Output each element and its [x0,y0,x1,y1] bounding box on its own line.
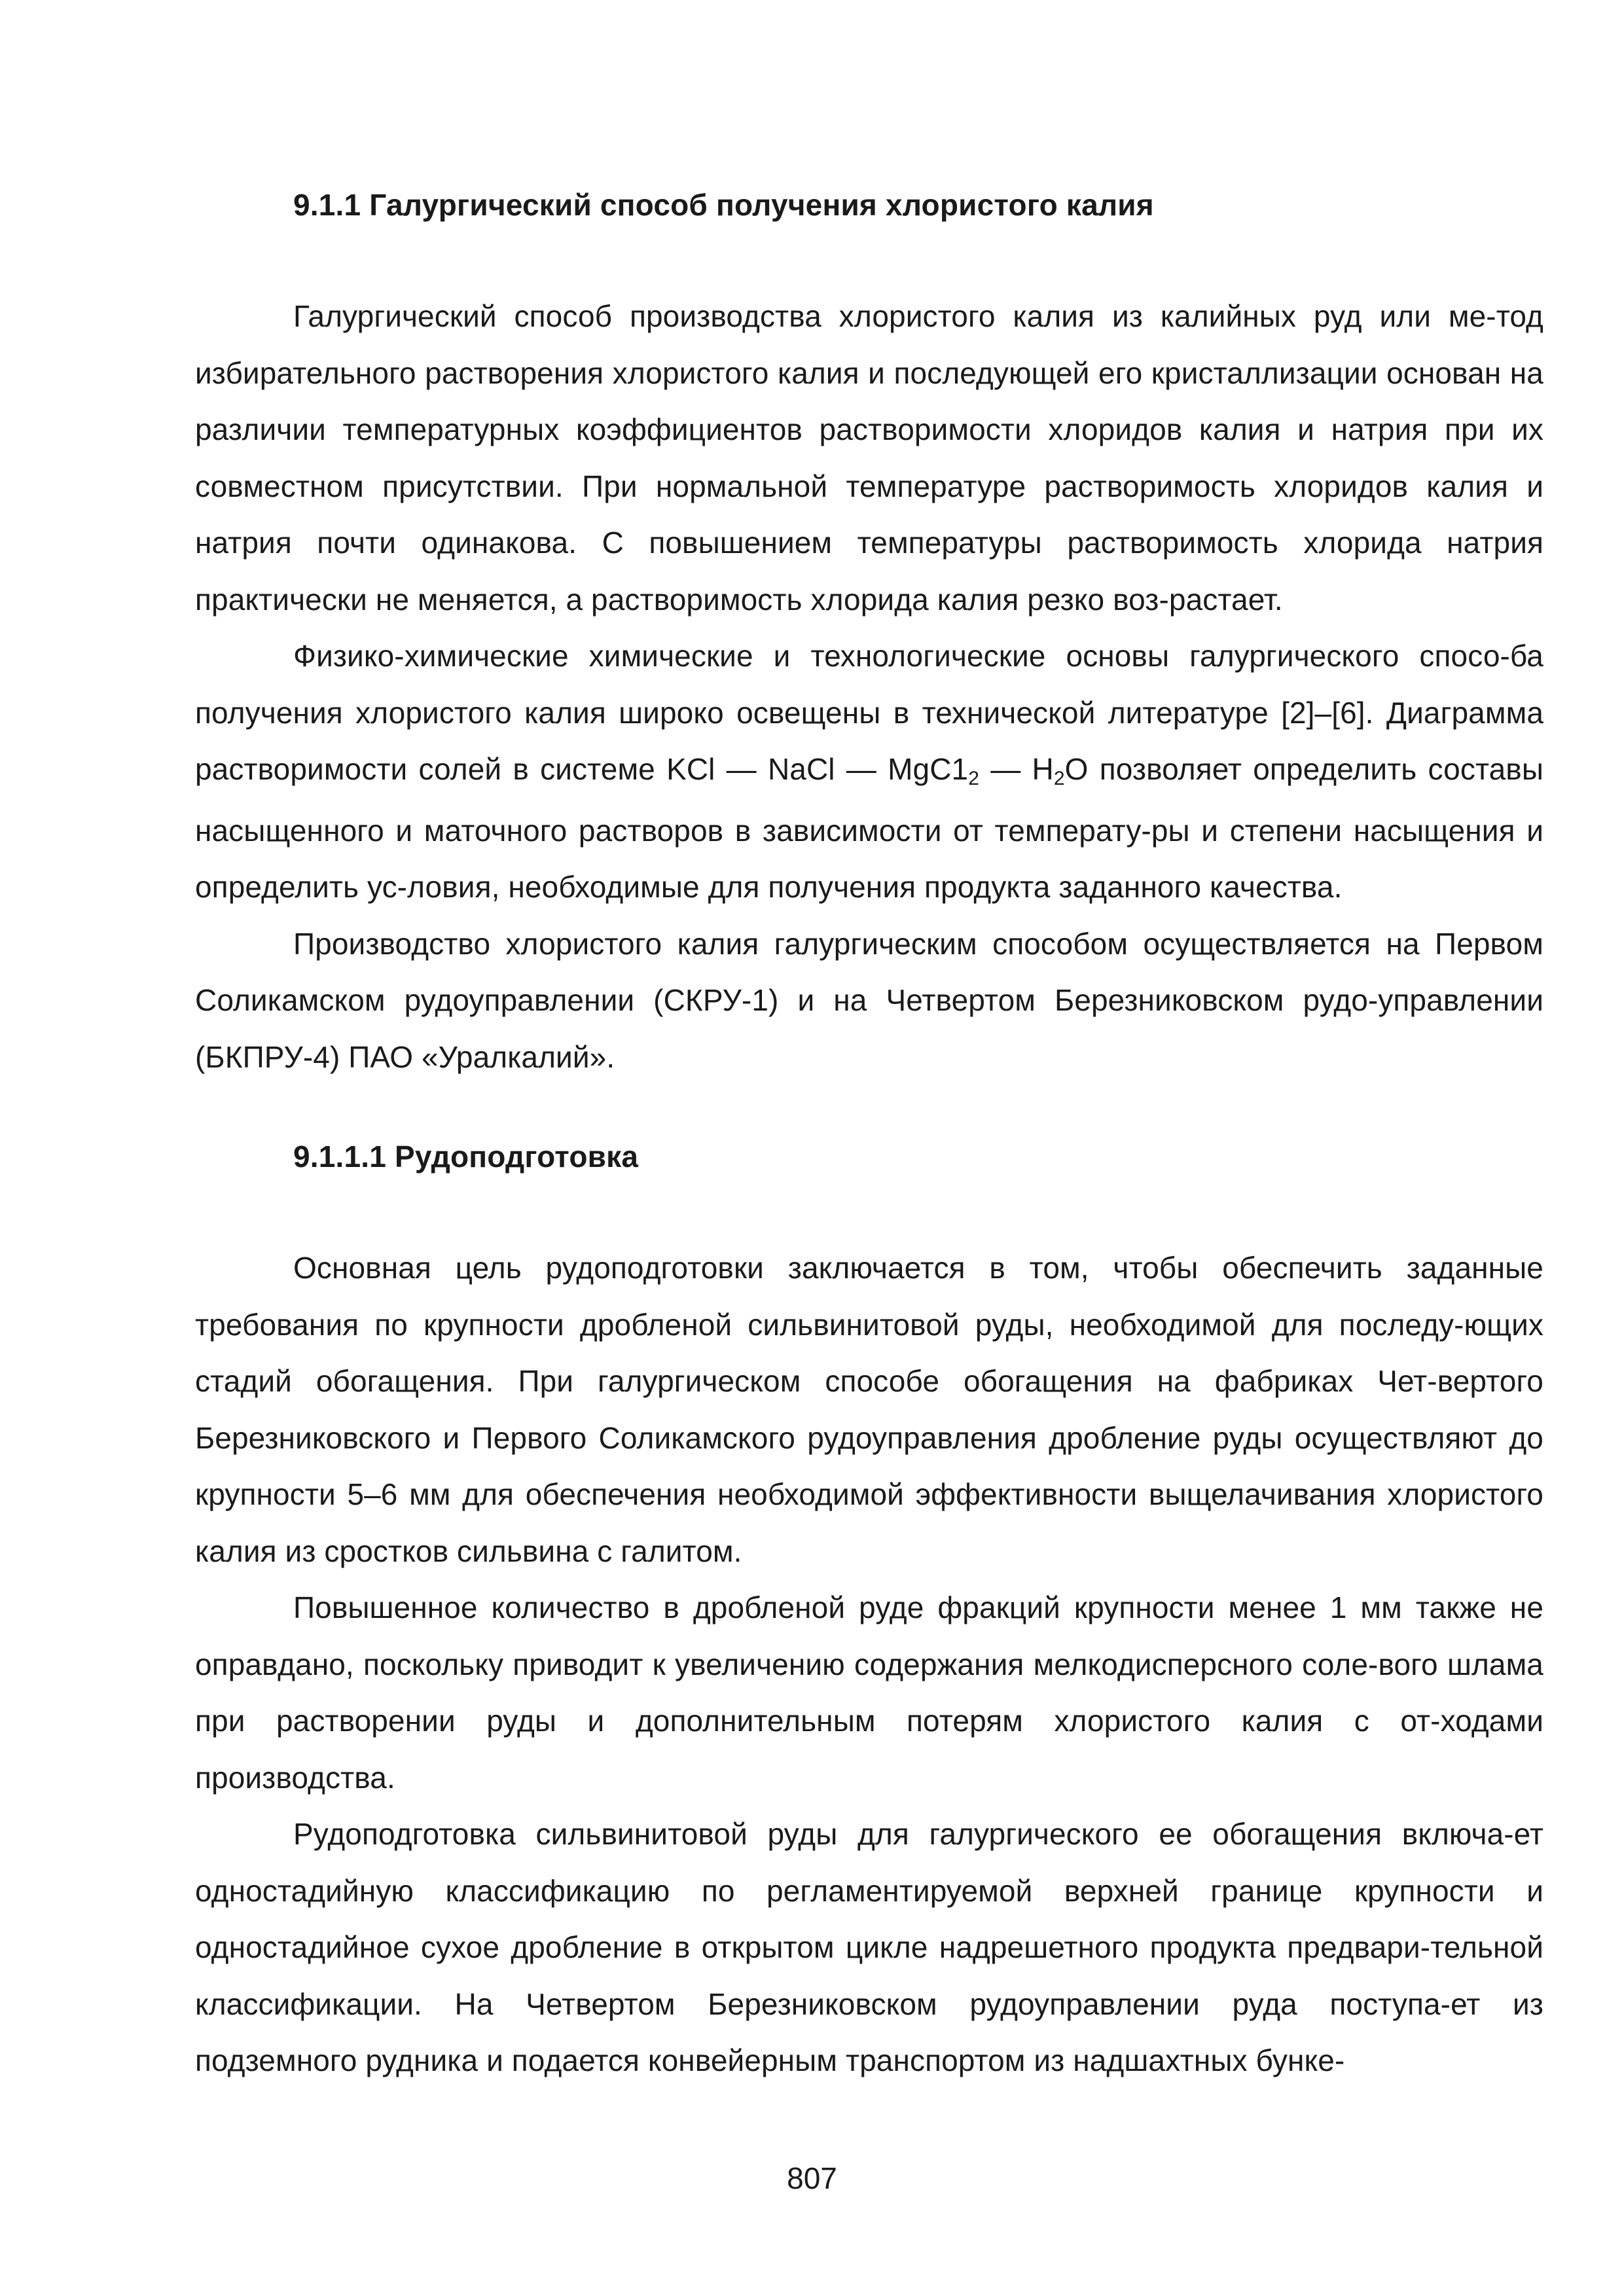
subsection-heading: 9.1.1.1 Рудоподготовка [293,1139,639,1174]
paragraph-physico-chemical [195,628,1543,916]
paragraph-fine-fractions: Повышенное количество в дробленой руде фракций крупности менее 1 мм также не оправдано, поскольку приводит к увеличению содержания мелкодисперсного соле-вого шлама при растворении руды и дополнительным потерям хлористого калия с от-ходами производства. [195,1590,1543,1795]
paragraph-text-after-formula: позволяет определить составы насыщенного и маточного растворов в зависимости от температу-ры и степени насыщения и определить ус-ловия, необходимые для получения продукта заданного качества. [195,752,1543,904]
paragraph-production-sites: Производство хлористого калия галургическим способом осуществляется на Первом Соликамском рудоуправлении (СКРУ-1) и на Четвертом Березниковском рудо-управлении (БКПРУ-4) ПАО «Уралкалий». [195,926,1543,1074]
formula-part-b: — H [979,752,1054,786]
formula-part-c: O [1064,752,1089,786]
paragraph-ore-preparation-goal: Основная цель рудоподготовки заключается в том, чтобы обеспечить заданные требования по крупности дробленой сильвинитовой руды, необходимой для последу-ющих стадий обогащения. При галургическом способе обогащения на фабриках Чет-вертого Березниковского и Первого Соликамского рудоуправления дробление руды осуществляют до крупности 5–6 мм для обеспечения необходимой эффективности выщелачивания хлористого калия из сростков сильвина с галитом. [195,1251,1543,1568]
page-number: 807 [787,2161,837,2195]
formula-part-a: KCl — NaCl — MgC1 [666,752,969,786]
paragraph-method-overview: Галургический способ производства хлористого калия из калийных руд или ме-тод избирательного растворения хлористого калия и последующей его кристаллизации основан на различии температурных коэффициентов растворимости хлоридов калия и натрия при их совместном присутствии. При нормальной температуре растворимость хлоридов калия и натрия почти одинакова. С повышением температуры растворимость хлорида натрия практически не меняется, а растворимость хлорида калия резко воз-растает. [195,299,1543,617]
paragraph-text-before-formula: Физико-химические химические и технологические основы галургического спосо-ба получения хлористого калия широко освещены в технической литературе [2]–[6]. Диаграмма растворимости солей в системе [195,639,1543,786]
formula-subscript-2: 2 [1053,768,1065,789]
salt-system-formula [666,752,1089,789]
formula-subscript-1: 2 [968,768,980,789]
page-content [195,177,1543,2089]
paragraph-ore-preparation-steps: Рудоподготовка сильвинитовой руды для галургического ее обогащения включа-ет одностадийную классификацию по регламентируемой верхней границе крупности и одностадийное сухое дробление в открытом цикле надрешетного продукта предвари-тельной классификации. На Четвертом Березниковском рудоуправлении руда поступа-ет из подземного рудника и подается конвейерным транспортом из надшахтных бунке- [195,1817,1543,2077]
section-heading: 9.1.1 Галургический способ получения хлористого калия [293,188,1154,222]
